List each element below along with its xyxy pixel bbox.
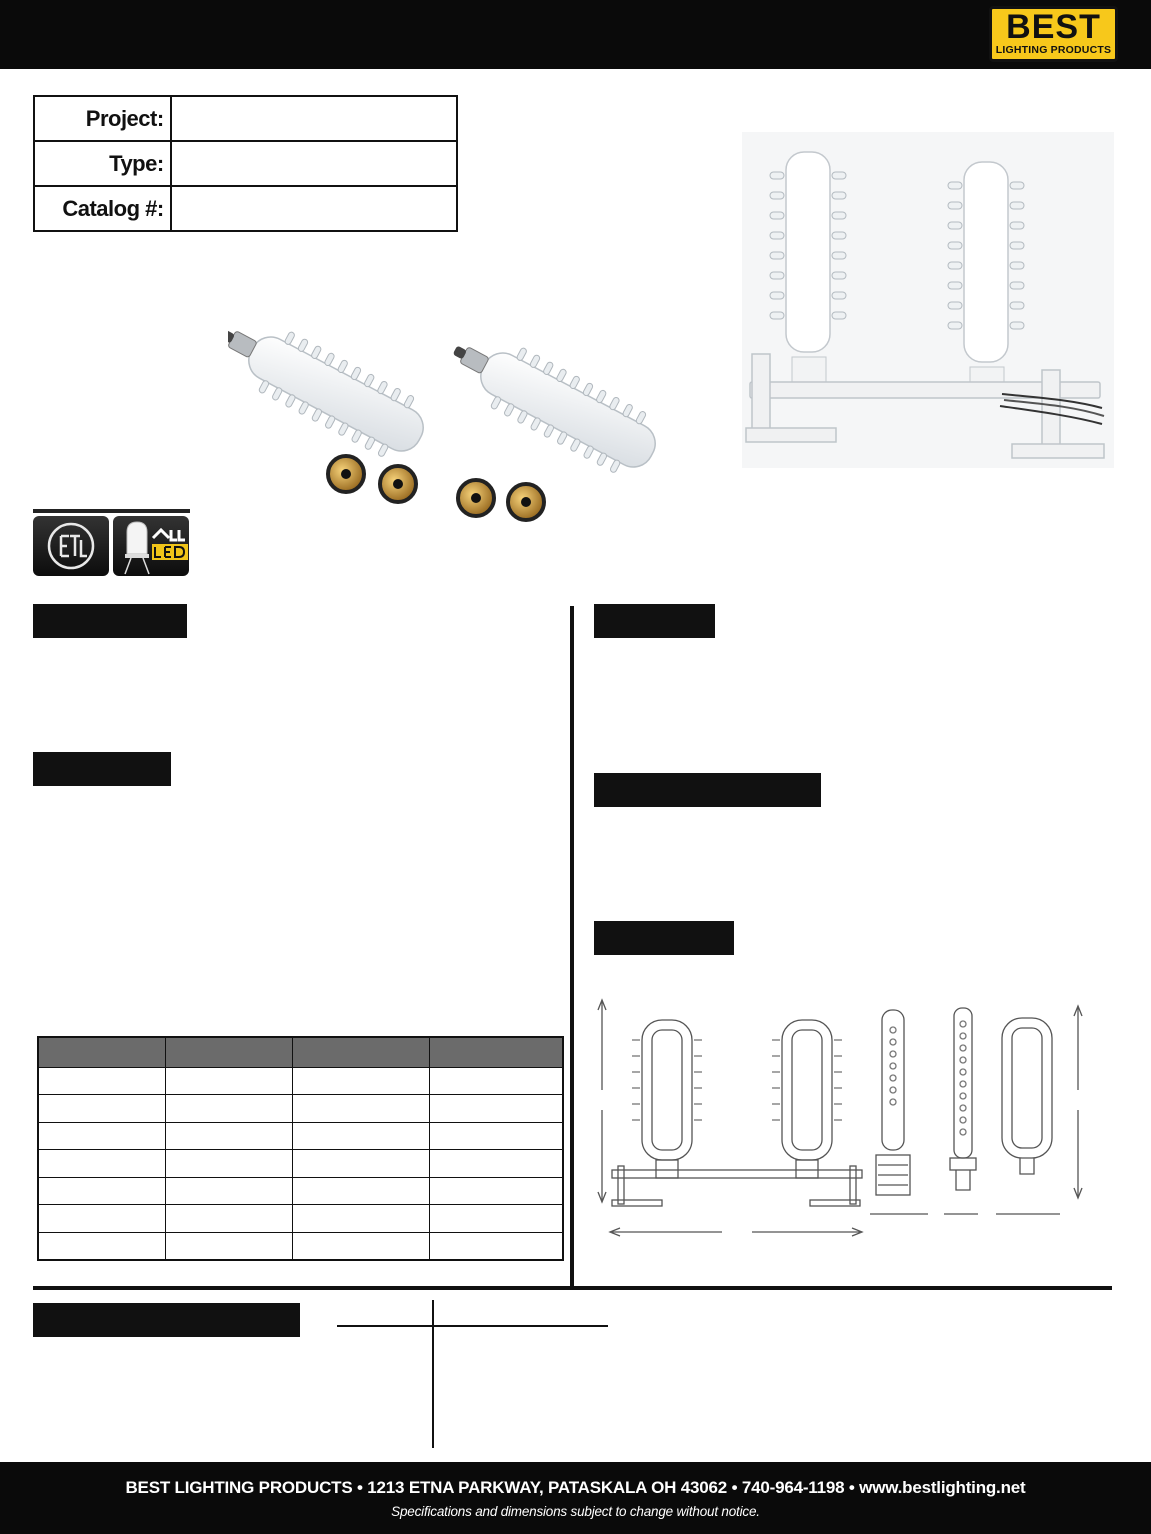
dim-arrow-fixture-width	[610, 1228, 862, 1236]
footer-address: BEST LIGHTING PRODUCTS • 1213 ETNA PARKWAY, PATASKALA OH 43062 • 740-964-1198 • www.bestlighting.net	[125, 1478, 1026, 1497]
catalog-field[interactable]	[171, 186, 457, 231]
type-field[interactable]	[171, 141, 457, 186]
etl-listed-icon	[33, 516, 109, 576]
table-row	[38, 1232, 563, 1260]
ordering-rule-right	[434, 1325, 608, 1327]
section-header-6	[33, 1303, 300, 1337]
logo-tagline: LIGHTING PRODUCTS	[995, 44, 1112, 56]
badge-divider	[33, 509, 190, 513]
dimension-drawing	[592, 990, 1092, 1250]
project-label: Project:	[34, 96, 171, 141]
catalog-label: Catalog #:	[34, 186, 171, 231]
adapter-bases	[328, 456, 544, 520]
section-header-5	[594, 921, 734, 955]
project-info-table	[33, 95, 458, 232]
product-photo-fixture	[742, 132, 1114, 468]
table-row	[38, 1150, 563, 1178]
section-header-2	[33, 752, 171, 786]
spec-header-cell	[292, 1037, 429, 1067]
table-row	[38, 1205, 563, 1233]
dim-arrow-left-height	[598, 1000, 606, 1202]
column-divider	[570, 606, 574, 1289]
section-header-1	[33, 604, 187, 638]
spec-header-cell	[38, 1037, 166, 1067]
header-bar	[0, 0, 1151, 69]
lamp-right	[439, 320, 668, 485]
lamp-left	[228, 304, 436, 469]
all-led-icon	[113, 516, 189, 576]
table-row	[38, 1067, 563, 1095]
project-field[interactable]	[171, 96, 457, 141]
dim-drawing-lamp-thin	[944, 1008, 978, 1214]
section-divider	[33, 1286, 1112, 1290]
company-logo	[989, 6, 1118, 62]
spec-header-cell	[429, 1037, 563, 1067]
table-row	[38, 1122, 563, 1150]
logo-wordmark: BEST	[1006, 8, 1101, 46]
type-label: Type:	[34, 141, 171, 186]
dim-arrow-right-height	[1074, 1006, 1082, 1198]
type-row	[34, 141, 457, 186]
project-row	[34, 96, 457, 141]
dim-drawing-lamp-side	[870, 1010, 928, 1214]
spec-table	[37, 1036, 564, 1261]
ordering-rule-left	[337, 1325, 432, 1327]
section-header-3	[594, 604, 715, 638]
dim-drawing-fixture	[612, 1020, 862, 1206]
table-row	[38, 1177, 563, 1205]
ordering-divider	[432, 1300, 434, 1448]
product-photo-lamps	[228, 292, 688, 532]
footer-disclaimer: Specifications and dimensions subject to change without notice.	[391, 1504, 760, 1519]
dim-drawing-lamp-front	[996, 1018, 1060, 1214]
footer-bar	[0, 1462, 1151, 1534]
section-header-4	[594, 773, 821, 807]
spec-header-cell	[166, 1037, 293, 1067]
catalog-row	[34, 186, 457, 231]
spec-table-header	[38, 1037, 563, 1067]
table-row	[38, 1095, 563, 1123]
